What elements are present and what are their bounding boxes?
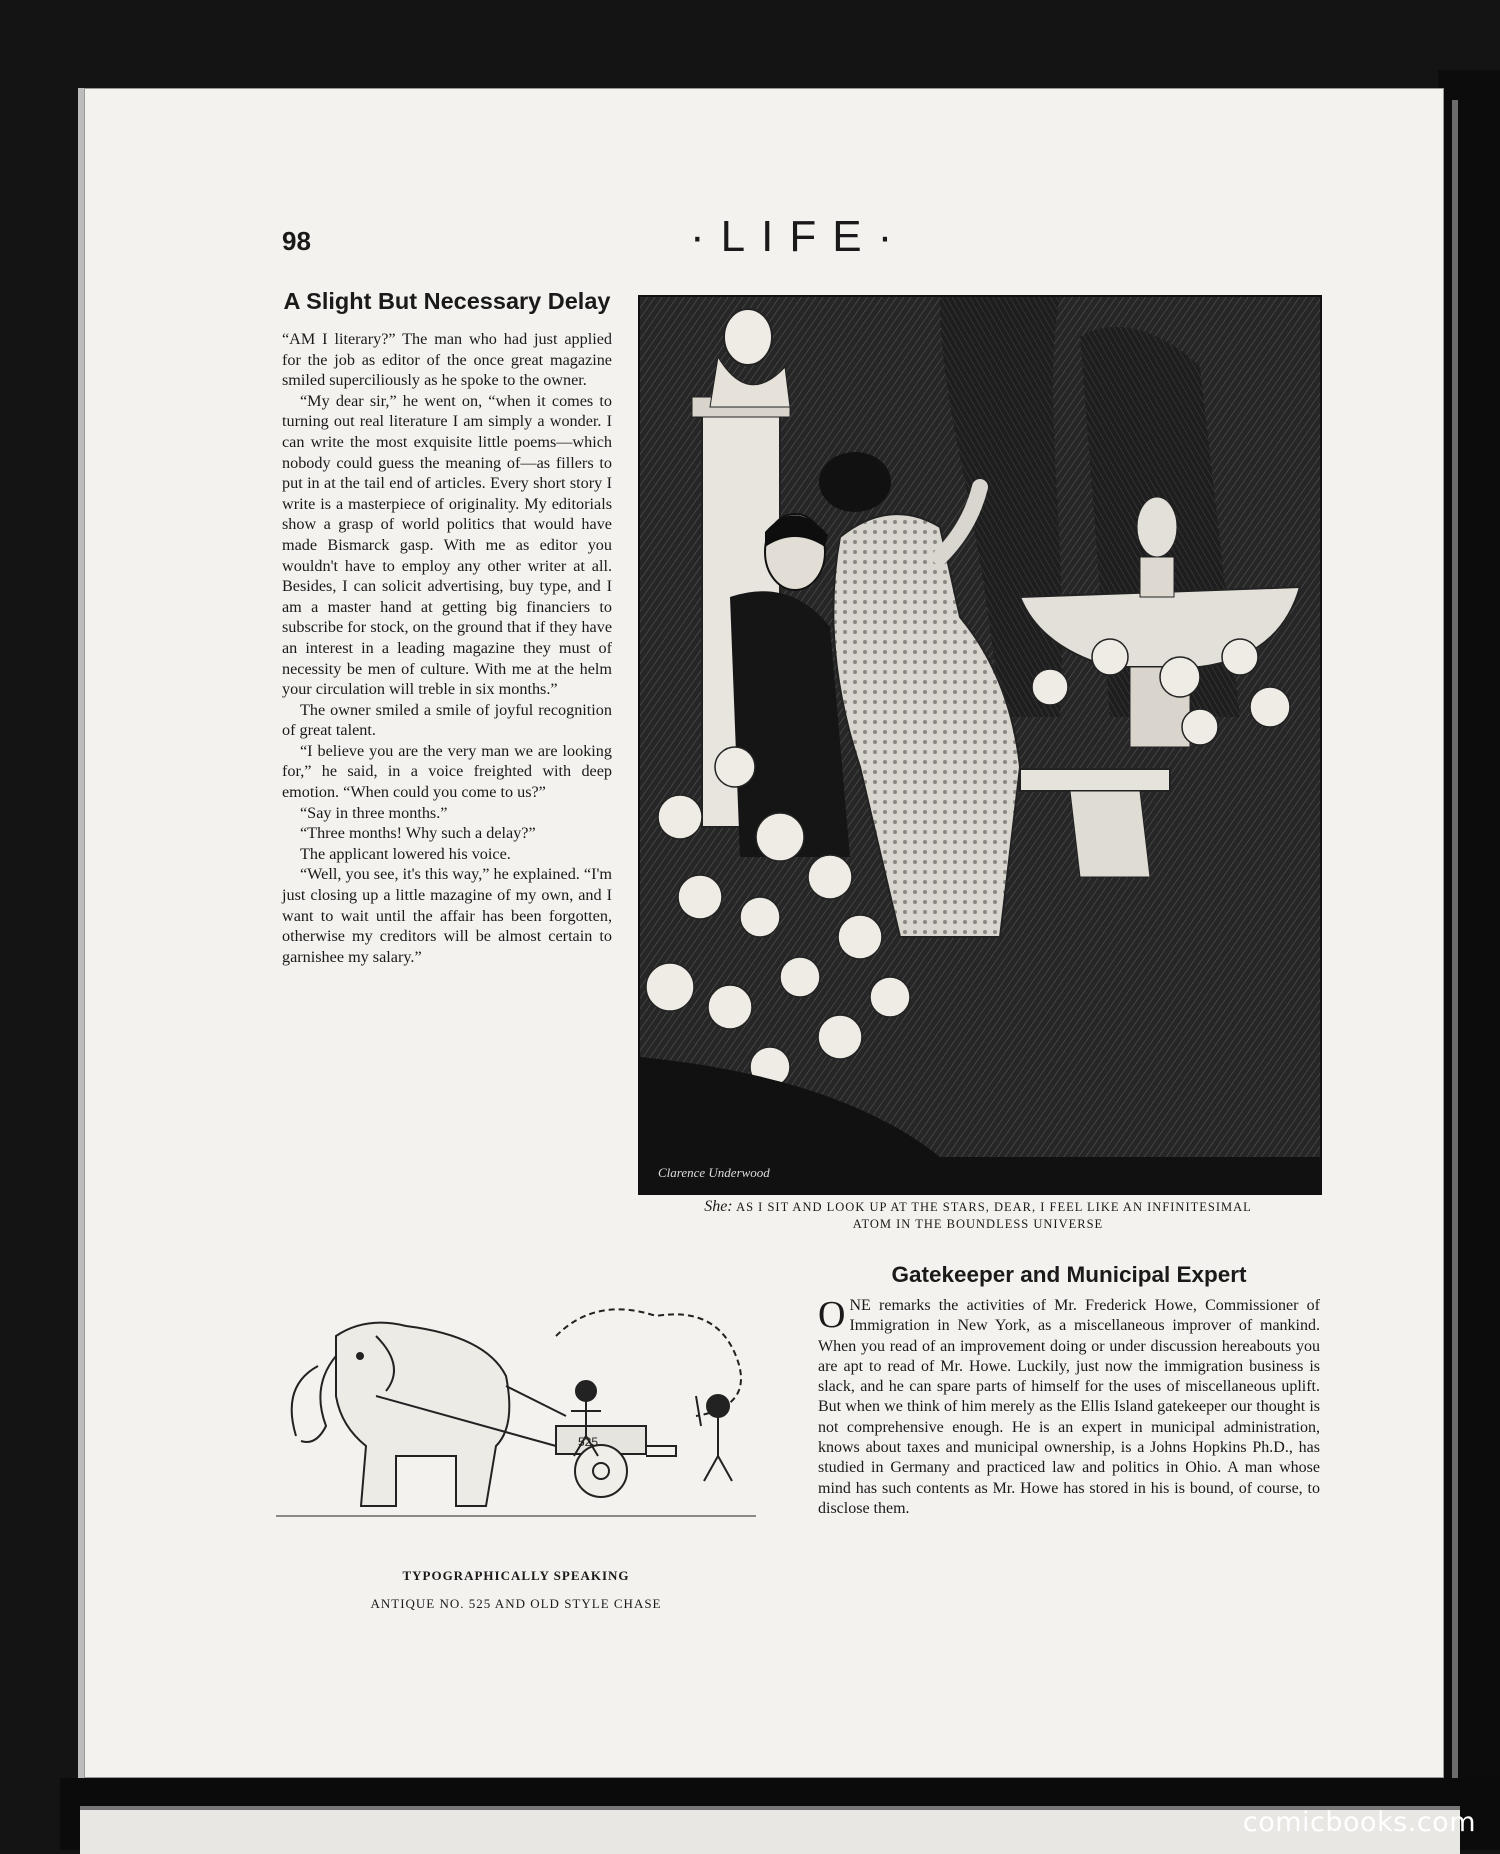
paragraph: “AM I literary?” The man who had just applied for the job as editor of the once great magazine smiled superciliously as he spoke to the owner. bbox=[282, 330, 612, 390]
article-title: A Slight But Necessary Delay bbox=[283, 288, 611, 314]
small-cartoon-subtitle: ANTIQUE NO. 525 AND OLD STYLE CHASE bbox=[370, 1596, 662, 1611]
caption-speaker: She: bbox=[704, 1198, 733, 1215]
article-body bbox=[818, 1296, 1320, 1519]
paragraph: “My dear sir,” he went on, “when it comes to turning out real literature I am simply a wonder. I can write the most exquisite little poems—which nobody could guess the meaning of—as fillers to put in at the tail end of articles. Every short story I write is a masterpiece of originality. My editorials show a grasp of world politics that would have made Bismarck gasp. With me as editor you wouldn't have to employ any other writer at all. Besides, I can solicit advertising, buy type, and I am a master hand at getting big financiers to subscribe for stock, on the ground that if they have an interest in a leading magazine they must of necessity be men of culture. With me at the helm your circulation will treble in six months.” bbox=[282, 391, 612, 699]
page-number: 98 bbox=[282, 226, 311, 256]
scan-bottom-edge bbox=[60, 1778, 1500, 1850]
paragraph: The owner smiled a smile of joyful recognition of great talent. bbox=[282, 700, 612, 740]
paragraph: “Three months! Why such a delay?” bbox=[300, 824, 536, 843]
article-title: Gatekeeper and Municipal Expert bbox=[891, 1262, 1247, 1287]
article-gatekeeper bbox=[818, 1262, 1320, 1519]
caption-line-2: ATOM IN THE BOUNDLESS UNIVERSE bbox=[852, 1217, 1104, 1231]
garden-scene-drawing bbox=[640, 297, 1320, 1193]
cart-label: 525 bbox=[578, 1435, 599, 1449]
elephant-drawing bbox=[256, 1296, 776, 1528]
masthead: ·LIFE· bbox=[690, 212, 909, 261]
elephant-cartoon bbox=[256, 1296, 776, 1528]
dropcap: O bbox=[818, 1294, 846, 1336]
article-slight-delay bbox=[282, 288, 612, 967]
paragraph: “I believe you are the very man we are looking for,” he said, in a voice freighted with deep emotion. “When could you come to us?” bbox=[282, 741, 612, 802]
watermark: comicbooks.com bbox=[1242, 1807, 1476, 1838]
cartoon-caption bbox=[638, 1198, 1318, 1233]
small-cartoon-title: TYPOGRAPHICALLY SPEAKING bbox=[402, 1568, 630, 1583]
paragraph: “Well, you see, it's this way,” he explained. “I'm just closing up a little mazagine of my own, and I want to wait until the affair has been forgotten, otherwise my creditors will be almost certain to garnishee my salary.” bbox=[282, 865, 612, 966]
caption-line-1: AS I SIT AND LOOK UP AT THE STARS, DEAR, I FEEL LIKE AN INFINITESIMAL bbox=[736, 1200, 1252, 1214]
paragraph: “Say in three months.” bbox=[300, 803, 448, 822]
article-body bbox=[282, 329, 612, 967]
paragraph: The applicant lowered his voice. bbox=[300, 844, 511, 863]
scan-right-edge bbox=[1438, 70, 1500, 1850]
artist-signature: Clarence Underwood bbox=[658, 1165, 770, 1180]
article-text: NE remarks the activities of Mr. Frederick Howe, Commissioner of Immigration in New York, as a miscellaneous improver of mankind. When you read of an improvement doing or under discussion hereabouts you are apt to read of Mr. Howe. Luckily, just now the immigration business is slack, and he can spare parts of himself for the uses of miscellaneous uplift. But when we think of him merely as the Ellis Island gatekeeper our thought is not comprehensive enough. He is an expert in municipal administration, knows about taxes and municipal ownership, is a Johns Hopkins Ph.D., has studied in Germany and practiced law and politics in Ohio. A man whose mind has such contents as Mr. Howe has stored in his is bound, of course, to disclose them. bbox=[818, 1297, 1320, 1517]
cartoon-illustration bbox=[638, 295, 1322, 1195]
